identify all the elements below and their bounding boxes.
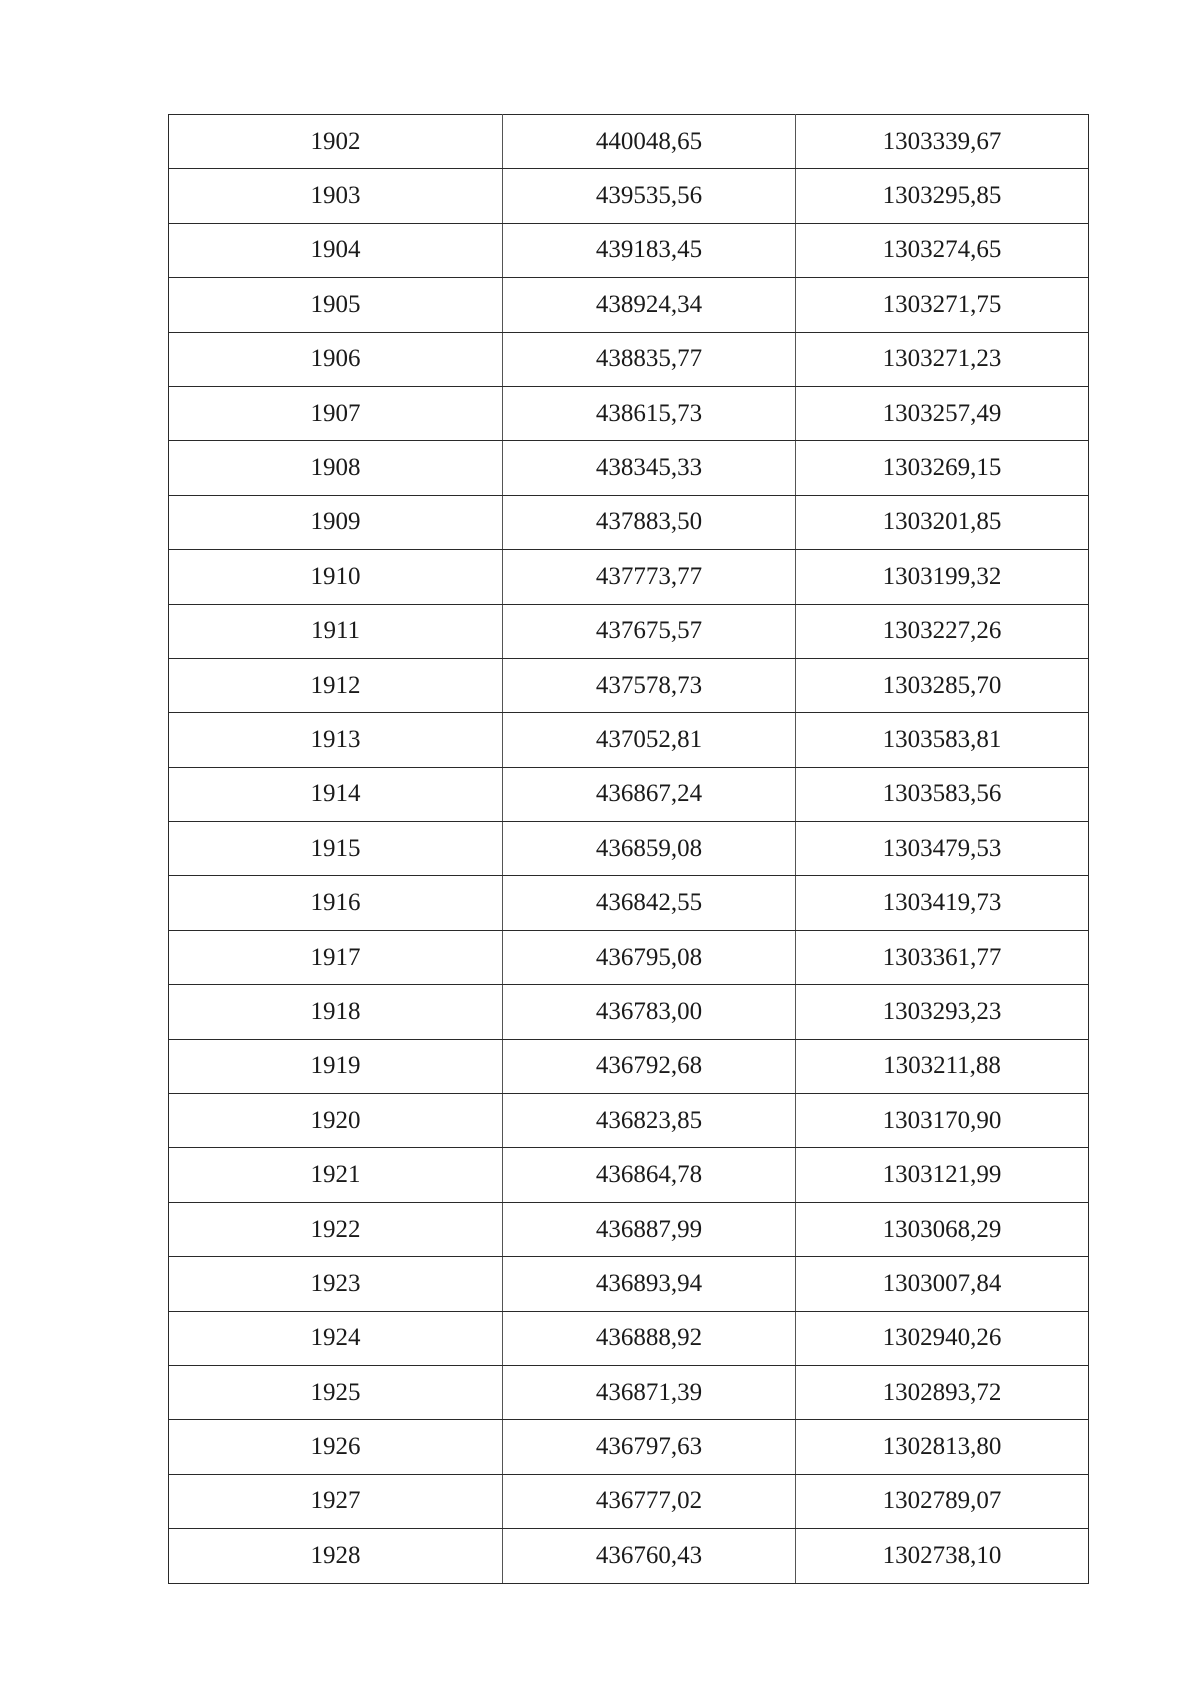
table-row bbox=[169, 1094, 1089, 1148]
table-row bbox=[169, 115, 1089, 169]
y-coordinate-cell: 1303361,77 bbox=[796, 930, 1089, 984]
y-coordinate-cell: 1303068,29 bbox=[796, 1202, 1089, 1256]
x-coordinate-cell: 436864,78 bbox=[503, 1148, 796, 1202]
y-coordinate-cell: 1302813,80 bbox=[796, 1420, 1089, 1474]
x-coordinate-cell: 436760,43 bbox=[503, 1529, 796, 1583]
point-number-cell: 1907 bbox=[169, 386, 503, 440]
table-row bbox=[169, 1311, 1089, 1365]
x-coordinate-cell: 436823,85 bbox=[503, 1094, 796, 1148]
y-coordinate-cell: 1303199,32 bbox=[796, 550, 1089, 604]
point-number-cell: 1906 bbox=[169, 332, 503, 386]
table-row bbox=[169, 713, 1089, 767]
table-row bbox=[169, 1257, 1089, 1311]
point-number-cell: 1915 bbox=[169, 822, 503, 876]
x-coordinate-cell: 438835,77 bbox=[503, 332, 796, 386]
coordinates-table-body bbox=[169, 115, 1089, 1584]
x-coordinate-cell: 436893,94 bbox=[503, 1257, 796, 1311]
point-number-cell: 1903 bbox=[169, 169, 503, 223]
table-row bbox=[169, 441, 1089, 495]
table-row bbox=[169, 386, 1089, 440]
y-coordinate-cell: 1303201,85 bbox=[796, 495, 1089, 549]
table-row bbox=[169, 169, 1089, 223]
y-coordinate-cell: 1303211,88 bbox=[796, 1039, 1089, 1093]
table-row bbox=[169, 604, 1089, 658]
y-coordinate-cell: 1302893,72 bbox=[796, 1365, 1089, 1419]
x-coordinate-cell: 439183,45 bbox=[503, 223, 796, 277]
y-coordinate-cell: 1303170,90 bbox=[796, 1094, 1089, 1148]
y-coordinate-cell: 1302789,07 bbox=[796, 1474, 1089, 1528]
x-coordinate-cell: 436859,08 bbox=[503, 822, 796, 876]
x-coordinate-cell: 436842,55 bbox=[503, 876, 796, 930]
point-number-cell: 1911 bbox=[169, 604, 503, 658]
point-number-cell: 1918 bbox=[169, 985, 503, 1039]
point-number-cell: 1926 bbox=[169, 1420, 503, 1474]
table-row bbox=[169, 1148, 1089, 1202]
point-number-cell: 1920 bbox=[169, 1094, 503, 1148]
table-row bbox=[169, 658, 1089, 712]
point-number-cell: 1904 bbox=[169, 223, 503, 277]
table-row bbox=[169, 876, 1089, 930]
y-coordinate-cell: 1303583,81 bbox=[796, 713, 1089, 767]
x-coordinate-cell: 437578,73 bbox=[503, 658, 796, 712]
table-row bbox=[169, 1365, 1089, 1419]
x-coordinate-cell: 437052,81 bbox=[503, 713, 796, 767]
point-number-cell: 1905 bbox=[169, 278, 503, 332]
point-number-cell: 1909 bbox=[169, 495, 503, 549]
table-row bbox=[169, 332, 1089, 386]
y-coordinate-cell: 1303285,70 bbox=[796, 658, 1089, 712]
table-row bbox=[169, 495, 1089, 549]
point-number-cell: 1910 bbox=[169, 550, 503, 604]
x-coordinate-cell: 437675,57 bbox=[503, 604, 796, 658]
y-coordinate-cell: 1303419,73 bbox=[796, 876, 1089, 930]
point-number-cell: 1923 bbox=[169, 1257, 503, 1311]
y-coordinate-cell: 1303007,84 bbox=[796, 1257, 1089, 1311]
x-coordinate-cell: 439535,56 bbox=[503, 169, 796, 223]
x-coordinate-cell: 436792,68 bbox=[503, 1039, 796, 1093]
y-coordinate-cell: 1303257,49 bbox=[796, 386, 1089, 440]
point-number-cell: 1925 bbox=[169, 1365, 503, 1419]
y-coordinate-cell: 1303121,99 bbox=[796, 1148, 1089, 1202]
x-coordinate-cell: 438924,34 bbox=[503, 278, 796, 332]
y-coordinate-cell: 1303583,56 bbox=[796, 767, 1089, 821]
x-coordinate-cell: 438615,73 bbox=[503, 386, 796, 440]
x-coordinate-cell: 436777,02 bbox=[503, 1474, 796, 1528]
y-coordinate-cell: 1303295,85 bbox=[796, 169, 1089, 223]
x-coordinate-cell: 436867,24 bbox=[503, 767, 796, 821]
y-coordinate-cell: 1302940,26 bbox=[796, 1311, 1089, 1365]
x-coordinate-cell: 436887,99 bbox=[503, 1202, 796, 1256]
point-number-cell: 1924 bbox=[169, 1311, 503, 1365]
y-coordinate-cell: 1303271,75 bbox=[796, 278, 1089, 332]
y-coordinate-cell: 1303227,26 bbox=[796, 604, 1089, 658]
x-coordinate-cell: 437773,77 bbox=[503, 550, 796, 604]
table-row bbox=[169, 1529, 1089, 1583]
point-number-cell: 1914 bbox=[169, 767, 503, 821]
table-row bbox=[169, 550, 1089, 604]
table-row bbox=[169, 985, 1089, 1039]
table-row bbox=[169, 930, 1089, 984]
y-coordinate-cell: 1303479,53 bbox=[796, 822, 1089, 876]
y-coordinate-cell: 1303271,23 bbox=[796, 332, 1089, 386]
x-coordinate-cell: 436797,63 bbox=[503, 1420, 796, 1474]
table-row bbox=[169, 1474, 1089, 1528]
y-coordinate-cell: 1303274,65 bbox=[796, 223, 1089, 277]
x-coordinate-cell: 437883,50 bbox=[503, 495, 796, 549]
table-row bbox=[169, 822, 1089, 876]
point-number-cell: 1919 bbox=[169, 1039, 503, 1093]
point-number-cell: 1927 bbox=[169, 1474, 503, 1528]
x-coordinate-cell: 436795,08 bbox=[503, 930, 796, 984]
table-row bbox=[169, 223, 1089, 277]
point-number-cell: 1908 bbox=[169, 441, 503, 495]
x-coordinate-cell: 438345,33 bbox=[503, 441, 796, 495]
point-number-cell: 1928 bbox=[169, 1529, 503, 1583]
table-row bbox=[169, 1039, 1089, 1093]
table-row bbox=[169, 767, 1089, 821]
table-row bbox=[169, 1420, 1089, 1474]
table-row bbox=[169, 278, 1089, 332]
document-page bbox=[168, 114, 1088, 1584]
x-coordinate-cell: 440048,65 bbox=[503, 115, 796, 169]
table-row bbox=[169, 1202, 1089, 1256]
point-number-cell: 1902 bbox=[169, 115, 503, 169]
point-number-cell: 1913 bbox=[169, 713, 503, 767]
x-coordinate-cell: 436783,00 bbox=[503, 985, 796, 1039]
y-coordinate-cell: 1302738,10 bbox=[796, 1529, 1089, 1583]
point-number-cell: 1916 bbox=[169, 876, 503, 930]
x-coordinate-cell: 436871,39 bbox=[503, 1365, 796, 1419]
x-coordinate-cell: 436888,92 bbox=[503, 1311, 796, 1365]
point-number-cell: 1922 bbox=[169, 1202, 503, 1256]
y-coordinate-cell: 1303293,23 bbox=[796, 985, 1089, 1039]
point-number-cell: 1912 bbox=[169, 658, 503, 712]
coordinates-table bbox=[168, 114, 1089, 1584]
point-number-cell: 1921 bbox=[169, 1148, 503, 1202]
y-coordinate-cell: 1303339,67 bbox=[796, 115, 1089, 169]
point-number-cell: 1917 bbox=[169, 930, 503, 984]
y-coordinate-cell: 1303269,15 bbox=[796, 441, 1089, 495]
